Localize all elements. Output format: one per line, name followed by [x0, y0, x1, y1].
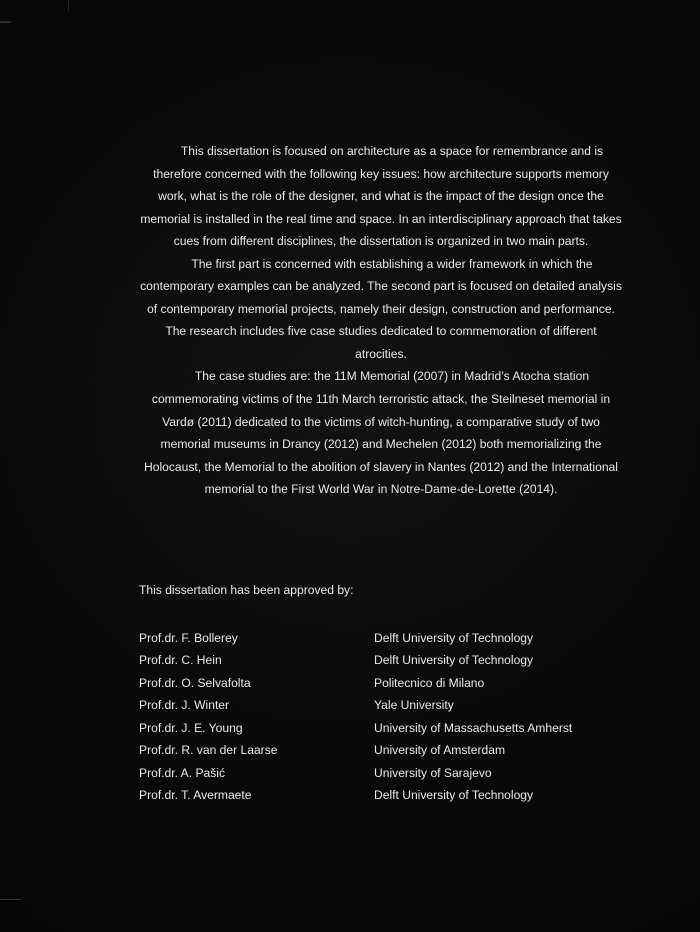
committee-member-name: Prof.dr. J. E. Young [139, 720, 243, 735]
committee-member-affiliation: Yale University [374, 698, 454, 713]
abstract-paragraph-2: The first part is concerned with establishing a wider framework in which the contemporary examples can be analyzed. The second part is focused on detailed analysis of contemporary memorial projects, namely their design, construction and performance. The research includes five case studies dedicated to commemoration of different atrocities. [140, 256, 622, 361]
abstract-section [139, 140, 623, 501]
page-content [139, 0, 623, 807]
committee-member-affiliation: Delft University of Technology [374, 630, 534, 645]
approval-section [139, 582, 623, 807]
committee-list [139, 627, 623, 807]
committee-member-name: Prof.dr. J. Winter [139, 698, 230, 713]
committee-member-name: Prof.dr. R. van der Laarse [139, 743, 278, 758]
committee-member-name: Prof.dr. T. Avermaete [139, 788, 252, 803]
committee-member-name: Prof.dr. O. Selvafolta [139, 675, 251, 690]
committee-member-affiliation: Delft University of Technology [374, 788, 534, 803]
committee-member-name: Prof.dr. F. Bollerey [139, 630, 238, 645]
committee-member-affiliation: Delft University of Technology [374, 653, 534, 668]
crop-mark-top-tick [68, 0, 69, 11]
crop-mark-bottom-left-tick [0, 899, 21, 900]
committee-member-name: Prof.dr. A. Pašić [139, 765, 226, 780]
committee-row [139, 672, 623, 695]
abstract-paragraph-3: The case studies are: the 11M Memorial (2007) in Madrid’s Atocha station commemorating victims of the 11th March terroristic attack, the Steilneset memorial in Vardø (2011) dedicated to the victims of witch-hunting, a comparative study of two memorial museums in Drancy (2012) and Mechelen (2012) both memorializing the Holocaust, the Memorial to the abolition of slavery in Nantes (2012) and the International memorial to the First World War in Notre-Dame-de-Lorette (2014). [144, 369, 618, 497]
committee-row [139, 762, 623, 785]
committee-row [139, 627, 623, 650]
committee-member-affiliation: University of Sarajevo [374, 765, 492, 780]
committee-member-affiliation: Politecnico di Milano [374, 675, 485, 690]
abstract-paragraph-1: This dissertation is focused on architecture as a space for remembrance and is therefore concerned with the following key issues: how architecture supports memory work, what is the role of the designer, and what is the impact of the design once the memorial is installed in the real time and space. In an interdisciplinary approach that takes cues from different disciplines, the dissertation is organized in two main parts. [140, 144, 622, 249]
committee-row [139, 739, 623, 762]
crop-mark-left-tick [0, 21, 11, 23]
committee-row [139, 784, 623, 807]
committee-member-affiliation: University of Massachusetts Amherst [374, 720, 573, 735]
approval-heading: This dissertation has been approved by: [139, 582, 354, 597]
committee-row [139, 694, 623, 717]
committee-row [139, 649, 623, 672]
committee-row [139, 717, 623, 740]
committee-member-name: Prof.dr. C. Hein [139, 653, 222, 668]
committee-member-affiliation: University of Amsterdam [374, 743, 506, 758]
